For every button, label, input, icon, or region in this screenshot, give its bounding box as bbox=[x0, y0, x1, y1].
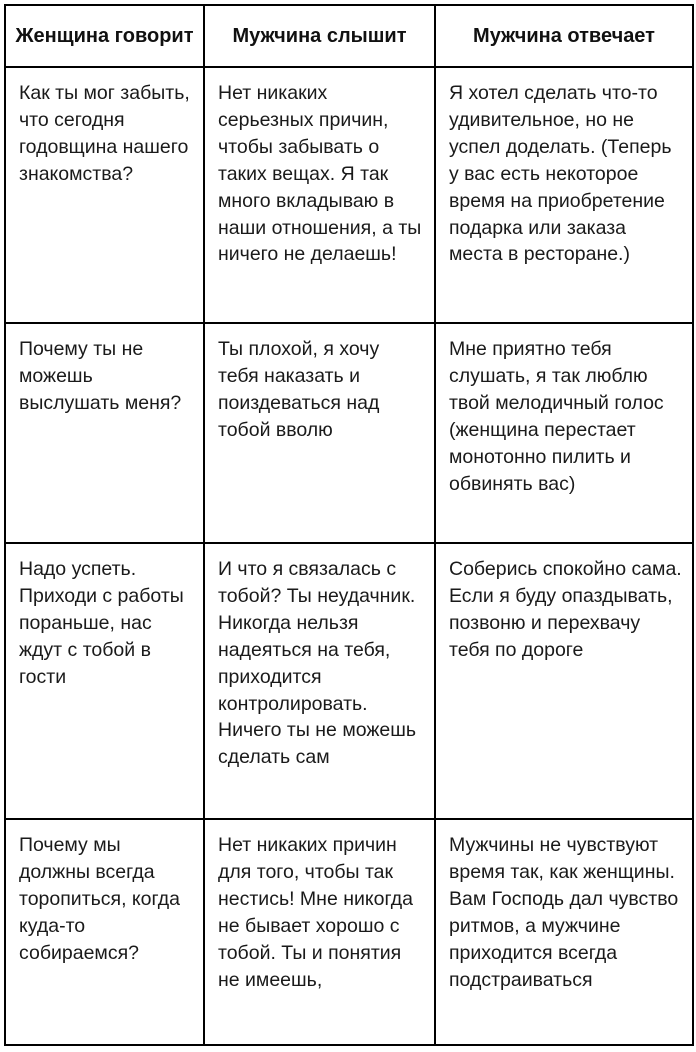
table-cell: Ты плохой, я хочу тебя наказать и поиздеваться над тобой вволю bbox=[204, 323, 435, 543]
table-row bbox=[5, 819, 693, 1045]
comparison-table bbox=[4, 4, 694, 1046]
table-header-row bbox=[5, 5, 693, 67]
table-cell: Почему ты не можешь выслушать меня? bbox=[5, 323, 204, 543]
table-cell: И что я связалась с тобой? Ты неудачник. Никогда нельзя надеяться на тебя, приходится контролировать. Ничего ты не можешь сделать сам bbox=[204, 543, 435, 819]
table-body bbox=[5, 67, 693, 1045]
table-cell: Почему мы должны всегда торопиться, когда куда-то собираемся? bbox=[5, 819, 204, 1045]
table-row bbox=[5, 543, 693, 819]
table-cell: Нет никаких серьезных причин, чтобы забывать о таких вещах. Я так много вкладываю в наши отношения, а ты ничего не делаешь! bbox=[204, 67, 435, 323]
table-cell: Как ты мог забыть, что сегодня годовщина нашего знакомства? bbox=[5, 67, 204, 323]
table-cell: Мужчины не чувствуют время так, как женщины. Вам Господь дал чувство ритмов, а мужчине приходится всегда подстраиваться bbox=[435, 819, 693, 1045]
table-cell: Нет никаких причин для того, чтобы так нестись! Мне никогда не бывает хорошо с тобой. Ты и понятия не имеешь, bbox=[204, 819, 435, 1045]
table-row bbox=[5, 67, 693, 323]
header-cell-man-answers: Мужчина отвечает bbox=[435, 5, 693, 67]
table-cell: Мне приятно тебя слушать, я так люблю твой мелодичный голос (женщина перестает монотонно пилить и обвинять вас) bbox=[435, 323, 693, 543]
table-cell: Надо успеть. Приходи с работы пораньше, нас ждут с тобой в гости bbox=[5, 543, 204, 819]
table-cell: Соберись спокойно сама. Если я буду опаздывать, позвоню и перехвачу тебя по дороге bbox=[435, 543, 693, 819]
header-cell-man-hears: Мужчина слышит bbox=[204, 5, 435, 67]
header-cell-woman-says: Женщина говорит bbox=[5, 5, 204, 67]
table-row bbox=[5, 323, 693, 543]
table-cell: Я хотел сделать что-то удивительное, но не успел доделать. (Теперь у вас есть некоторое время на приобретение подарка или заказа места в ресторане.) bbox=[435, 67, 693, 323]
